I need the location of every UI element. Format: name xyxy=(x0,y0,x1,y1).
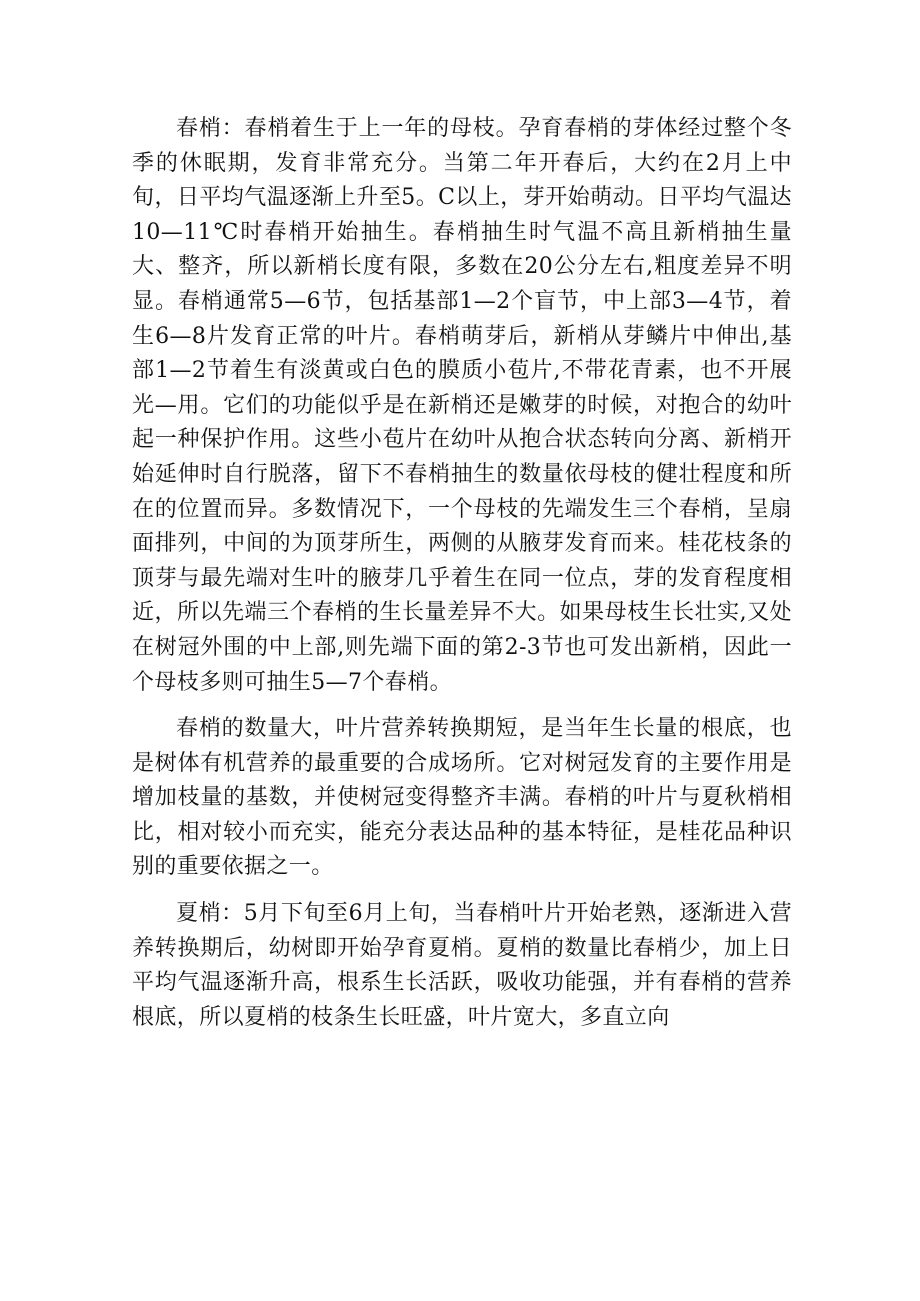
paragraph-spring-shoot-function: 春梢的数量大，叶片营养转换期短，是当年生长量的根底，也是树体有机营养的最重要的合成场所。它对树冠发育的主要作用是增加枝量的基数，并使树冠变得整齐丰满。春梢的叶片与夏秋梢相比，相对较小而充实，能充分表达品种的基本特征，是桂花品种识别的重要依据之一。 xyxy=(132,716,792,880)
paragraph-spring-shoot: 春梢：春梢着生于上一年的母枝。孕育春梢的芽体经过整个冬季的休眠期，发育非常充分。当第二年开春后，大约在2月上中旬，日平均气温逐渐上升至5。C以上，芽开始萌动。日平均气温达10—11℃时春梢开始抽生。春梢抽生时气温不高且新梢抽生量大、整齐，所以新梢长度有限，多数在20公分左右,粗度差异不明显。春梢通常5—6节，包括基部1—2个盲节，中上部3—4节，着生6—8片发育正常的叶片。春梢萌芽后，新梢从芽鳞片中伸出,基部1—2节着生有淡黄或白色的膜质小苞片,不带花青素，也不开展光—用。它们的功能似乎是在新梢还是嫩芽的时候，对抱合的幼叶起一种保护作用。这些小苞片在幼叶从抱合状态转向分离、新梢开始延伸时自行脱落，留下不春梢抽生的数量依母枝的健壮程度和所在的位置而异。多数情况下，一个母枝的先端发生三个春梢，呈扇面排列，中间的为顶芽所生，两侧的从腋芽发育而来。桂花枝条的顶芽与最先端对生叶的腋芽几乎着生在同一位点，芽的发育程度相近，所以先端三个春梢的生长量差异不大。如果母枝生长壮实,又处在树冠外围的中上部,则先端下面的第2-3节也可发出新梢，因此一个母枝多则可抽生5—7个春梢。 xyxy=(132,116,792,695)
paragraph-summer-shoot: 夏梢：5月下旬至6月上旬，当春梢叶片开始老熟，逐渐进入营养转换期后，幼树即开始孕育夏梢。夏梢的数量比春梢少，加上日平均气温逐渐升高，根系生长活跃，吸收功能强，并有春梢的营养根底，所以夏梢的枝条生长旺盛，叶片宽大，多直立向 xyxy=(132,901,792,1030)
document-body xyxy=(132,112,792,1035)
